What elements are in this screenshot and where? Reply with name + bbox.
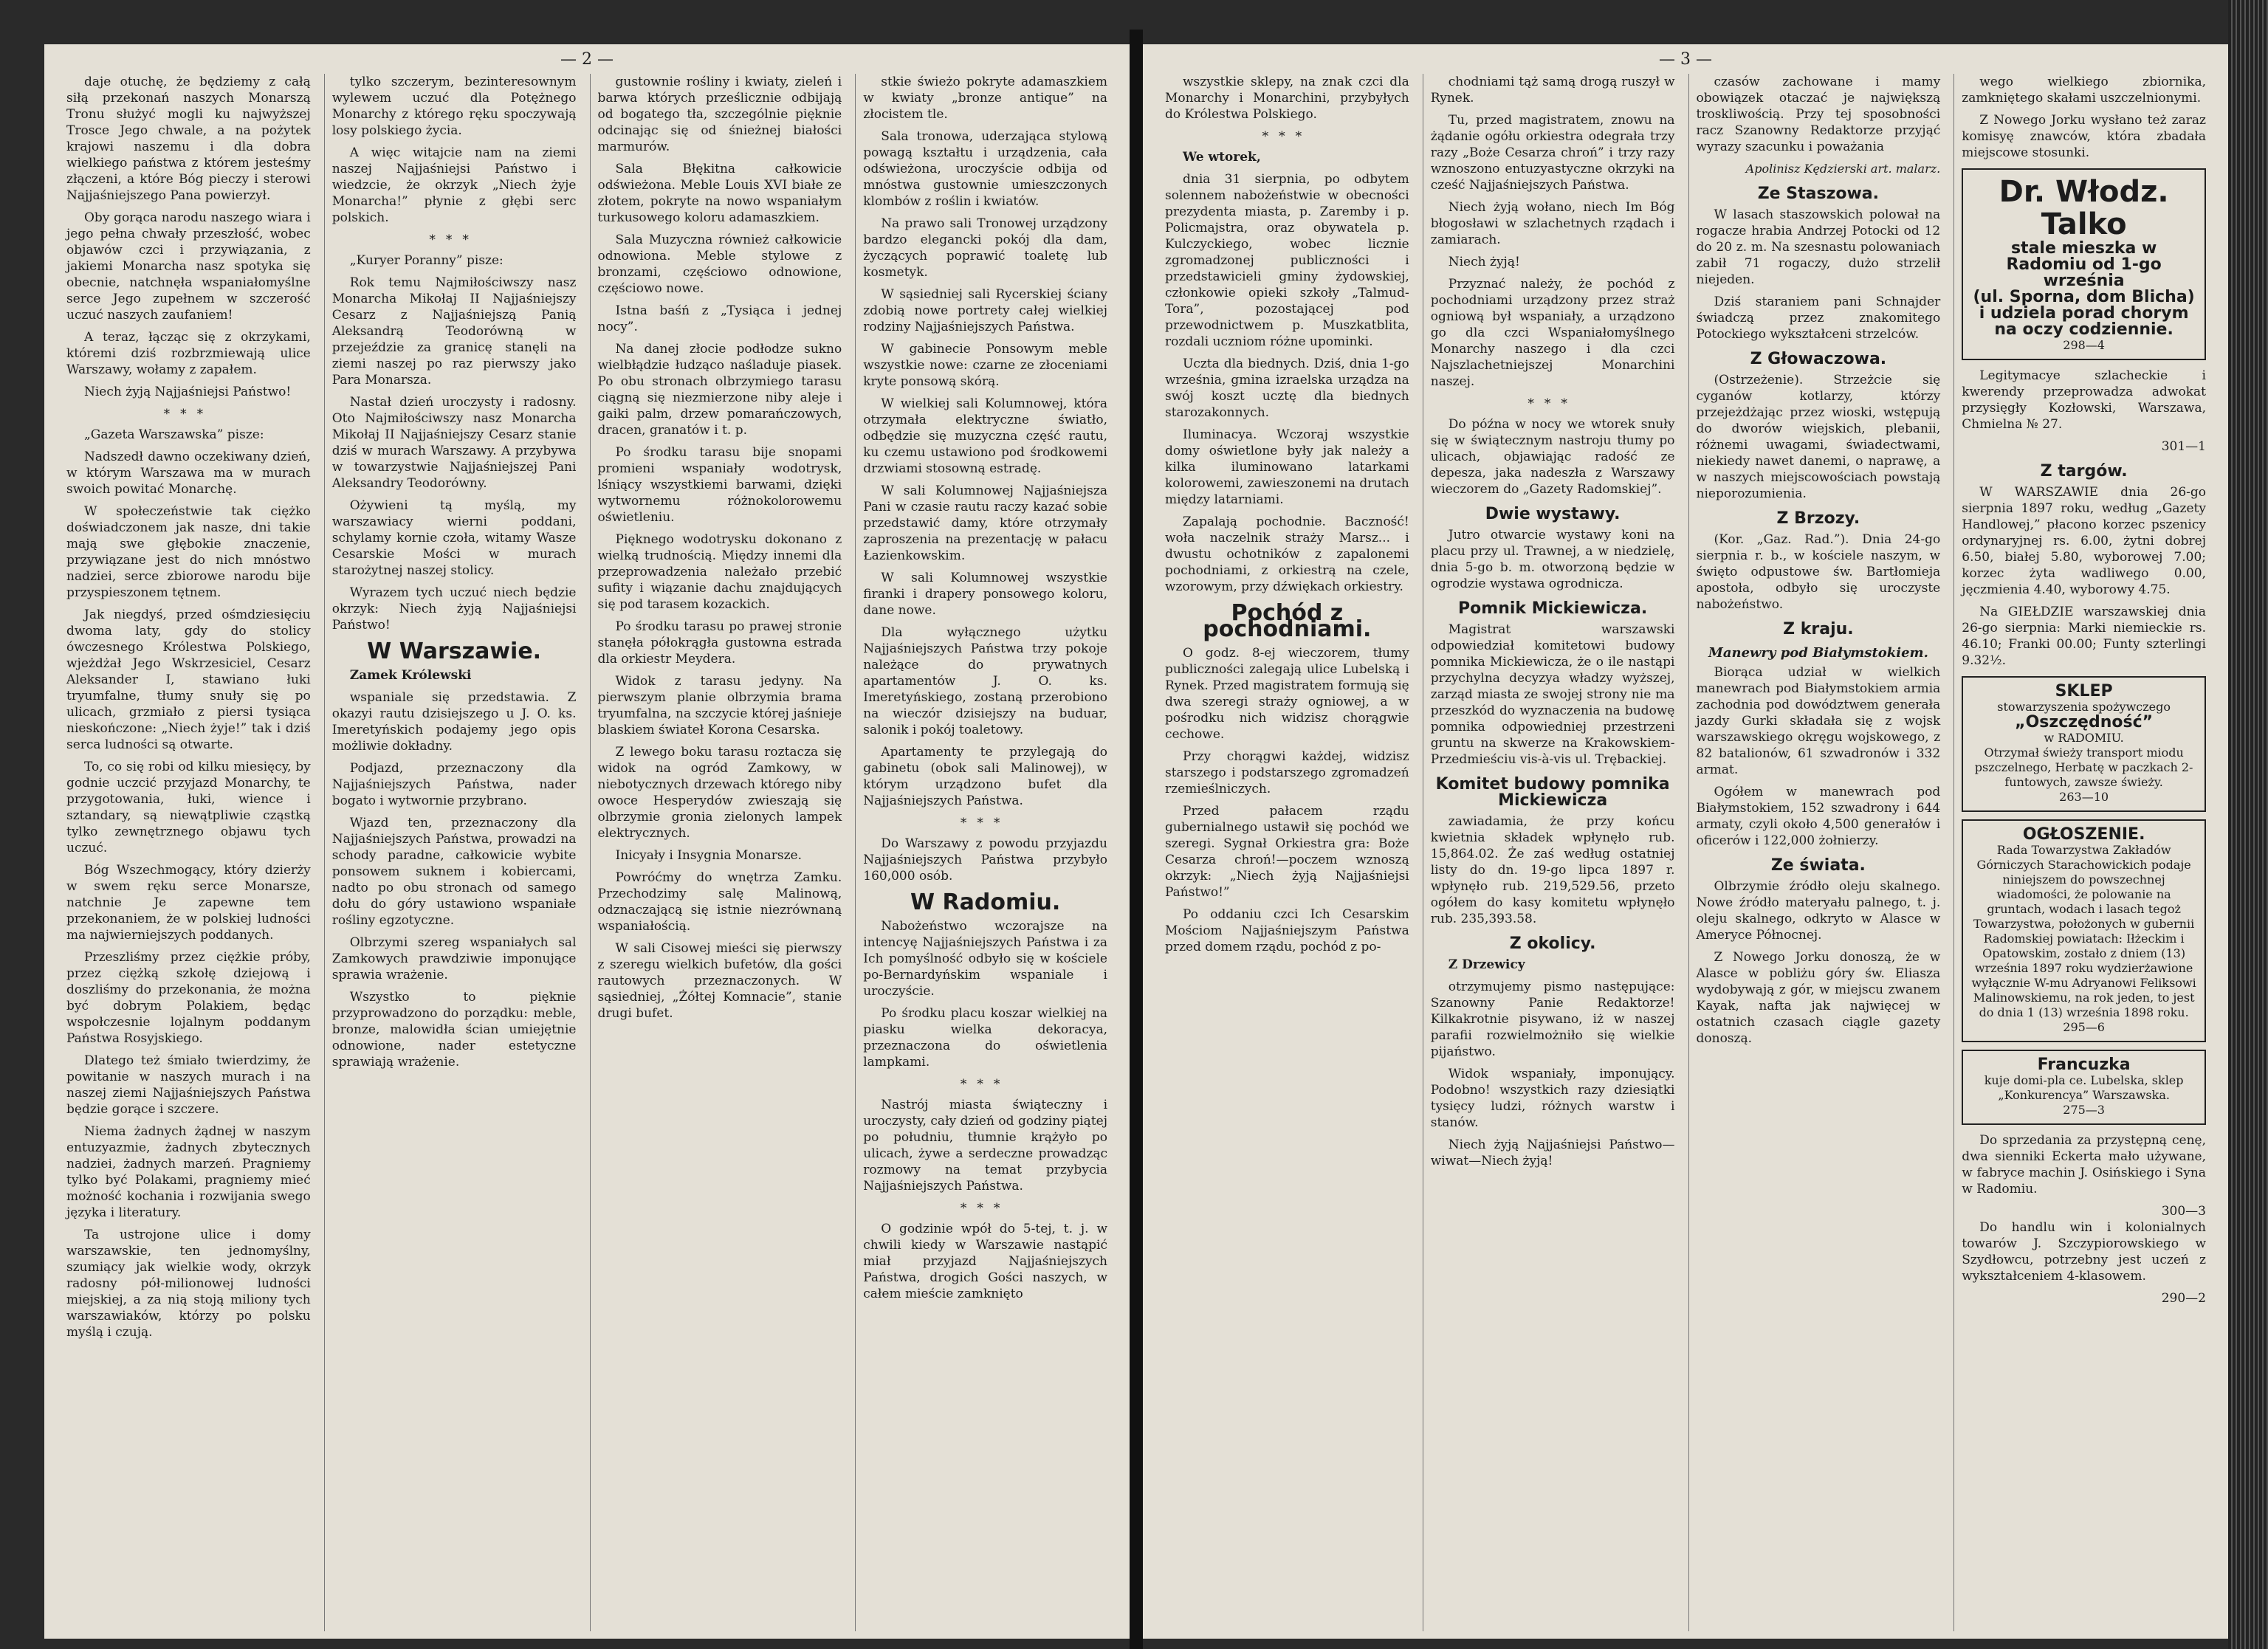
paragraph: stkie świeżo pokryte adamaszkiem w kwiaty „bronze antique” na złocistem tle. <box>863 75 1107 122</box>
paragraph: Przeszliśmy przez ciężkie próby, przez ciężką szkołę dziejową i doszliśmy do przekonania, że można być dobrym Polakiem, będąc wspołczesnie lojalnym poddanym Państwa Rosyjskiego. <box>66 950 311 1046</box>
paragraph: Zapalają pochodnie. Baczność! woła naczelnik straży Marsz... i dwustu ochotników z zapalonemi pochodniami, z orkiestrą na czele, wzorowym, przy dźwiękach orkiestry. <box>1165 514 1409 594</box>
paragraph: Jak niegdyś, przed ośmdziesięciu dwoma laty, gdy do stolicy ówczesnego Królestwa Polskiego, wjeżdżał Jego Wskrzesiciel, Cesarz Aleksander I, stawiano łuki tryumfalne, tłumy snuły się po ulicach, grzmiało z piersi tysiąca nieskończone: „Niech żyje!” tak i dziś serca ludności są otwarte. <box>66 607 311 752</box>
paragraph: Po środku tarasu bije snopami promieni wspaniały wodotrysk, lśniący wszystkiemi barwami, dzięki wytwornemu różnokolorowemu oświetleniu. <box>597 445 842 525</box>
section-heading: Z Głowaczowa. <box>1750 350 1887 368</box>
section-heading: W Radomiu. <box>910 889 1061 915</box>
ad-code: 275—3 <box>2063 1103 2105 1117</box>
paragraph: W gabinecie Ponsowym meble wszystkie nowe: czarne ze złoceniami kryte ponsową skórą. <box>863 342 1107 389</box>
paragraph: tylko szczerym, bezinteresownym wylewem uczuć dla Potężnego Monarchy z którego ręku spoczywają losy polskiego życia. <box>331 75 577 138</box>
section-heading: Pomnik Mickiewicza. <box>1458 599 1648 618</box>
ad-line: Otrzymał świeży transport miodu pszczelnego, Herbatę w paczkach 2-funtowych, zawsze świeży. <box>1974 746 2193 789</box>
column-1 <box>59 74 318 1631</box>
paragraph: Uczta dla biednych. Dziś, dnia 1-go września, gmina izraelska urządza na swój koszt ucztę dla biednych starozakonnych. <box>1165 357 1409 420</box>
paragraph: Do Warszawy z powodu przyjazdu Najjaśniejszych Państwa przybyło 160,000 osób. <box>863 836 1107 884</box>
paragraph: Bóg Wszechmogący, który dzierży w swem ręku serce Monarsze, natchnie Je zapewne tem przekonaniem, że w polskiej ludności ma najwierniejszych poddanych. <box>66 863 311 943</box>
paragraph: Do późna w nocy we wtorek snuły się w świątecznym nastroju tłumy po ulicach, objawiając radość ze depesza, jaka nadeszła z Warszawy wieczorem do „Gazety Radomskiej”. <box>1430 417 1675 497</box>
paragraph: Iluminacya. Wczoraj wszystkie domy oświetlone były jak należy a kilka iluminowano latarkami kolorowemi, zawieszonemi na drutach między latarniami. <box>1165 427 1409 507</box>
paragraph: Rok temu Najmiłościwszy nasz Monarcha Mikołaj II Najjaśniejszy Cesarz z Najjaśniejszą Panią Aleksandrą Teodorówną w przejeździe za granicę stanęli na ziemi naszej po raz pierwszy jako Para Monarsza. <box>331 275 577 388</box>
paragraph-lead <box>1431 957 1675 973</box>
market-report: W WARSZAWIE dnia 26-go sierpnia 1897 roku, według „Gazety Handlowej,” płacono korzec pszenicy ordynaryjnej rs. 6.00, żytni dobrej 6.50, białej 5.80, wyborowej 7.00; korzec żyta wadliwego 0.00, jęczmienia 4.40, wyborowy 4.75. <box>1962 485 2206 597</box>
lead-words: Z Drzewicy <box>1448 957 1525 972</box>
paragraph: Nastrój miasta świąteczny i uroczysty, cały dzień od godziny piątej po południu, tłumnie krążyło po ulicach, żywe a serdeczne prowadząc rozmowy na temat przybycia Najjaśniejszych Państwa. <box>863 1098 1107 1194</box>
section-divider: *** <box>1262 129 1313 144</box>
paragraph: O godzinie wpół do 5-tej, t. j. w chwili kiedy w Warszawie nastąpić miał przyjazd Najjaśniejszych Państwa, drogich Gości naszych, w całem mieście zamknięto <box>863 1222 1107 1301</box>
paragraph-lead <box>1165 149 1409 165</box>
ad-code: 298—4 <box>2063 338 2105 352</box>
paragraph: (Kor. „Gaz. Rad.”). Dnia 24-go sierpnia r. b., w kościele naszym, w święto odpustowe św. Bartłomieja apostoła, odbyło się uroczyste nabożeństwo. <box>1696 532 1941 612</box>
ad-code: 290—2 <box>2161 1291 2206 1306</box>
column-3 <box>1688 74 1948 1631</box>
signature-line: Apolinisz Kędzierski art. malarz. <box>1745 162 1941 176</box>
subheading: Manewry pod Białymstokiem. <box>1708 645 1928 661</box>
section-divider: *** <box>429 233 479 247</box>
quote-heading: „Gazeta Warszawska” pisze: <box>84 427 264 442</box>
paragraph: Sala tronowa, uderzająca stylową powagą kształtu i urządzenia, cała odświeżona, uroczyście odbija od mnóstwa gustownie umieszczonych klombów z roślin i kwiatów. <box>863 129 1107 209</box>
lead-words: We wtorek, <box>1183 150 1261 165</box>
paragraph: zawiadamia, że przy końcu kwietnia składek wpłynęło rub. 15,864.02. Że zaś według ostatniej listy do dn. 19-go lipca 1897 r. wpłynęło rub. 219,529.56, przeto ogółem do kasy komitetu wpłynęło rub. 235,393.58. <box>1430 814 1675 926</box>
newspaper-page-right <box>1143 44 2228 1639</box>
section-divider: *** <box>960 1077 1011 1092</box>
paragraph: chodniami tąż samą drogą ruszył w Rynek. <box>1430 75 1675 106</box>
ad-code: 295—6 <box>2063 1020 2105 1034</box>
paragraph: O godz. 8-ej wieczorem, tłumy publiczności zalegają ulice Lubelską i Rynek. Przed magistratem formują się dwa szeregi straży ogniowej, a w pośrodku nich widzisz chorągwie cechowe. <box>1165 646 1409 742</box>
section-heading: Z okolicy. <box>1509 934 1596 953</box>
paragraph: Wyrazem tych uczuć niech będzie okrzyk: Niech żyją Najjaśniejsi Państwo! <box>331 585 577 633</box>
book-gutter <box>1130 30 1143 1649</box>
quote-heading: „Kuryer Poranny” pisze: <box>349 253 504 268</box>
paragraph: Istna baśń z „Tysiąca i jednej nocy”. <box>597 303 842 334</box>
ad-body: kuje domi-pla ce. Lubelska, sklep „Konkurencya” Warszawska. <box>1984 1073 2184 1102</box>
paragraph: Niech żyją wołano, niech Im Bóg błogosławi w szlachetnych rządach i zamiarach. <box>1430 200 1675 247</box>
paragraph: otrzymujemy pismo następujące: Szanowny Panie Redaktorze! Kilkakrotnie pisywano, iż w naszej parafii rozwielmożniło się wielkie pijaństwo. <box>1430 980 1675 1059</box>
paragraph: Po środku placu koszar wielkiej na piasku wielka dekoracya, przeznaczona do oświetlenia lampkami. <box>863 1006 1107 1070</box>
section-divider: *** <box>1528 396 1578 411</box>
ad-code: 263—10 <box>2059 790 2109 804</box>
column-2 <box>1423 74 1683 1631</box>
paragraph: To, co się robi od kilku miesięcy, by godnie uczcić przyjazd Monarchy, te przygotowania, łuki, wience i sztandary, są niewątpliwie cząstką tylko zewnętrznego objawu tych uczuć. <box>66 760 311 856</box>
paragraph: Sala Błękitna całkowicie odświeżona. Meble Louis XVI białe ze złotem, pokryte na nowo wspaniałym turkusowego koloru adamaszkiem. <box>597 162 842 225</box>
section-heading: Ze świata. <box>1770 856 1866 875</box>
advertisement-doctor <box>1962 168 2206 360</box>
paragraph: Niech żyją! <box>1448 255 1520 269</box>
paragraph: czasów zachowane i mamy obowiązek otaczać je największą troskliwością. Przy tej sposobności racz Szanowny Redaktorze przyjąć wyrazy szacunku i poważania <box>1696 75 1941 154</box>
page-number: — 3 — <box>1659 50 1712 69</box>
paragraph: W sali Kolumnowej Najjaśniejsza Pani w czasie rautu raczy kazać sobie przedstawić damy, które otrzymały zaproszenia na prezentację w pałacu Łazienkowskim. <box>863 483 1107 563</box>
ad-title: „Oszczędność” <box>2015 713 2154 731</box>
advertisement-shop <box>1962 676 2206 812</box>
section-heading: Z targów. <box>2040 462 2128 481</box>
paragraph: daje otuchę, że będziemy z całą siłą przekonań naszych Monarszą Tronu służyć mogli ku najwyższej Trosce Jego chwale, a na pożytek krajowi naszemu i dla dobra wielkiego państwa z którem jesteśmy złączeni, a które Bóg pieczy i sterowi Najjaśniejszego Pana powierzył. <box>66 75 311 203</box>
paragraph: W sąsiedniej sali Rycerskiej ściany zdobią nowe portrety całej wielkiej rodziny Najjaśniejszych Państwa. <box>863 287 1107 334</box>
column-4 <box>855 74 1115 1631</box>
paragraph: Dlatego też śmiało twierdzimy, że powitanie w naszych murach i na naszej ziemi Najjaśniejszych Państwa będzie gorące i szczere. <box>66 1053 311 1117</box>
paragraph: (Ostrzeżenie). Strzeżcie się cyganów kotlarzy, którzy przejeżdżając przez wioski, wstępują do dworów wiejskich, plebanii, różnemi uwagami, świadectwami, niekiedy nawet danemi, o naprawę, a w naszych miejscowościach powstają nieporozumienia. <box>1696 373 1941 501</box>
paragraph: gustownie rośliny i kwiaty, zieleń i barwa których prześlicznie odbijają od bogatego tła, szczególnie pięknie odcinając się od śnieżnej białości marmurów. <box>597 75 842 154</box>
ad-line: stale mieszka w Radomiu od 1-go września <box>2006 239 2162 290</box>
paragraph: Podjazd, przeznaczony dla Najjaśniejszych Państwa, nader bogato i wytwornie przybrano. <box>331 761 577 808</box>
paragraph: Nastał dzień uroczysty i radosny. Oto Najmiłościwszy nasz Monarcha Mikołaj II Najjaśniejszy Cesarz stanie dziś w murach Warszawy. A przybywa w towarzystwie Najjaśniejszej Pani Aleksandry Teodorówny. <box>331 395 577 491</box>
paragraph: Sala Muzyczna również całkowicie odnowiona. Meble stylowe z bronzami, częściowo odnowione, częściowo nowe. <box>597 233 842 296</box>
paragraph: Jutro otwarcie wystawy koni na placu przy ul. Trawnej, a w niedzielę, dnia 5-go b. m. otworzoną będzie w ogrodzie wystawa ogrodnicza. <box>1430 528 1675 591</box>
section-divider: *** <box>960 816 1011 830</box>
ad-line: (ul. Sporna, dom Blicha) <box>1973 288 2195 306</box>
paragraph: Wszystko to pięknie przyprowadzono do porządku: meble, bronze, malowidła ścian umiejętnie odnowione, nader estetyczne sprawiają wrażenie. <box>331 990 577 1070</box>
ad-text: Do handlu win i kolonialnych towarów J. Szczypiorowskiego w Szydłowcu, potrzebny jest uczeń z wykształceniem 4-klasowem. <box>1962 1220 2206 1284</box>
ad-code: 300—3 <box>2161 1204 2206 1219</box>
paragraph: Pięknego wodotrysku dokonano z wielką trudnością. Między innemi dla przeprowadzenia należało przebić sufity i wiązanie dachu znajdujących się pod tarasem kozackich. <box>597 532 842 612</box>
paragraph: Nabożeństwo wczorajsze na intencyę Najjaśniejszych Państwa i za Ich pomyślność odbyło się w kościele po-Bernardyńskim wspaniale i uroczyście. <box>863 919 1107 999</box>
paragraph: Tu, przed magistratem, znowu na żądanie ogółu orkiestra odegrała trzy razy „Boże Cesarza chroń” i trzy razy wznoszono entuzyastyczne okrzyki na cześć Najjaśniejszych Państwa. <box>1430 113 1675 193</box>
paragraph: Inicyały i Insygnia Monarsze. <box>615 848 803 863</box>
newspaper-page-left <box>44 44 1130 1639</box>
section-divider: *** <box>163 407 214 421</box>
paragraph: Niech żyją Najjaśniejsi Państwo! <box>84 385 292 399</box>
paragraph: Widok wspaniały, imponujący. Podobno! wszystkich razy dziesiątki tysięcy ludzi, różnych warstw i stanów. <box>1430 1067 1675 1130</box>
paragraph: Dla wyłącznego użytku Najjaśniejszych Państwa trzy pokoje należące do prywatnych apartamentów J. O. ks. Imeretyńskiego, zostaną przerobiono na wieczór dzisiejszy na buduar, salonik i pokój toaletowy. <box>863 625 1107 737</box>
ad-line: stowarzyszenia spożywczego <box>1997 700 2171 714</box>
ad-line: i udziela porad chorym na oczy codziennie. <box>1979 304 2189 339</box>
ad-text: Legitymacye szlacheckie i kwerendy przeprowadza adwokat przysięgły Kozłowski, Warszawa, Chmielna № 27. <box>1962 368 2206 432</box>
advertisement-french <box>1962 1050 2206 1125</box>
paragraph: Magistrat warszawski odpowiedział komitetowi budowy pomnika Mickiewicza, że o ile nastąpi przychylna decyzya władzy wyższej, zarząd miasta ze swojej strony nie ma przeszkód do wyznaczenia na budowę pomnika odpowiedniej przestrzeni gruntu na skwerze na Krakowskiem-Przedmieściu vis-à-vis ul. Trębackiej. <box>1430 622 1675 767</box>
paragraph: Widok z tarasu jedyny. Na pierwszym planie olbrzymia brama tryumfalna, na szczycie której jaśnieje blaskiem świateł Korona Cesarska. <box>597 674 842 737</box>
column-1 <box>1158 74 1417 1631</box>
paragraph: A teraz, łącząc się z okrzykami, któremi dziś rozbrzmiewają ulice Warszawy, wołamy z zapałem. <box>66 330 311 377</box>
paragraph: W społeczeństwie tak ciężko doświadczonem jak nasze, dni takie mają swe głębokie znaczenie, przywiązane jest do nich mnóstwo nadziei, serce zbiorowe narodu bije przyspieszonem tętnem. <box>66 504 311 600</box>
paragraph: W sali Kolumnowej wszystkie firanki i drapery ponsowego koloru, dane nowe. <box>863 571 1107 618</box>
section-heading: Dwie wystawy. <box>1485 505 1621 523</box>
paragraph: Przed pałacem rządu gubernialnego ustawił się pochód we szeregi. Sygnał Orkiestra gra: Boże Cesarza chroń!—poczem wznoszą okrzyk: „Niech żyją Najjaśniejsi Państwo!” <box>1165 804 1409 900</box>
paragraph: Przy chorągwi każdej, widzisz starszego i podstarszego zgromadzeń rzemieślniczych. <box>1165 749 1409 796</box>
page-columns <box>59 74 1115 1631</box>
paragraph: Niech żyją Najjaśniejsi Państwo—wiwat—Niech żyją! <box>1430 1137 1675 1168</box>
paragraph: dnia 31 sierpnia, po odbytem solennem nabożeństwie w obecności prezydenta miasta, p. Zaremby i p. Policmajstra, oraz obywatela p. Kulczyckiego, wobec licznie zgromadzonej publiczności i przedstawicieli gminy żydowskiej, członkowie opieki szkoły „Talmud-Tora”, pozostającej pod przewodnictwem p. Muszkatblita, rozdali uczniom różne upominki. <box>1165 172 1409 349</box>
paragraph: Z Nowego Jorku wysłano też zaraz komisyę znawców, która zbadała miejscowe stosunki. <box>1962 113 2206 160</box>
paragraph: Ta ustrojone ulice i domy warszawskie, ten jednomyślny, szumiący jak wielkie wody, okrzyk radosny pół-milionowej ludności miejskiej, a za nią stoją miliony tych warszawiaków, którzy po polsku myślą i czują. <box>66 1228 311 1340</box>
ad-title: OGŁOSZENIE. <box>2022 825 2145 844</box>
market-report: Na GIEŁDZIE warszawskiej dnia 26-go sierpnia: Marki niemieckie rs. 46.10; Franki 00.00; Funty szterlingi 9.32½. <box>1962 605 2206 668</box>
paragraph: Z Nowego Jorku donoszą, że w Alasce w pobliżu góry św. Eliasza wydobywają z gór, w miejscu zwanem Kayak, nafta jak najwięcej w ostatnich czasach ciągle gazety donoszą. <box>1696 950 1941 1046</box>
advertisement-notice <box>1962 819 2206 1042</box>
paragraph: W wielkiej sali Kolumnowej, która otrzymała elektryczne światło, odbędzie się muzyczna część rautu, ku czemu ustawiono pod środkowemi drzwiami stosowną estradę. <box>863 396 1107 476</box>
paragraph: wego wielkiego zbiornika, zamkniętego skałami uszczelnionymi. <box>1962 75 2206 106</box>
paragraph: Na prawo sali Tronowej urządzony bardzo elegancki pokój dla dam, życzących poprawić toaletę lub kosmetyk. <box>863 216 1107 280</box>
paragraph: Olbrzymie źródło oleju skalnego. Nowe źródło materyału palnego, t. j. oleju skalnego, odkryto w Alasce w Ameryce Północnej. <box>1696 879 1941 943</box>
paragraph: Ożywieni tą myślą, my warszawiacy wierni poddani, schylamy kornie czoła, witamy Wasze Cesarskie Mości w murach starożytnej naszej stolicy. <box>331 498 577 578</box>
paragraph: W lasach staszowskich polował na rogacze hrabia Andrzej Potocki od 12 do 20 z. m. Na szesnastu polowaniach zabił 71 rogaczy, dużo strzelił niejeden. <box>1696 207 1941 287</box>
paragraph-lead <box>332 667 577 684</box>
paragraph: Po oddaniu czci Ich Cesarskim Mościom Najjaśniejszym Państwa przed domem rządu, pochód z po- <box>1165 907 1409 954</box>
section-heading: Ze Staszowa. <box>1757 185 1880 203</box>
paragraph: Przyznać należy, że pochód z pochodniami urządzony przez straż ogniową był wspaniały, a urządzono go dla czci Wspaniałomyślnego Monarchy naszego i dla czci Najszlachetniejszej Monarchini naszej. <box>1430 277 1675 389</box>
section-heading: Z Brzozy. <box>1776 509 1860 528</box>
section-divider: *** <box>960 1201 1011 1216</box>
paragraph: A więc witajcie nam na ziemi naszej Najjaśniejsi Państwo i wiedzcie, że okrzyk „Niech żyje Monarcha!” płynie z głębi serc polskich. <box>331 145 577 225</box>
page-columns <box>1158 74 2213 1631</box>
paragraph: W sali Cisowej mieści się pierwszy z szeregu wielkich bufetów, dla gości rautowych przeznaczonych. W sąsiedniej, „Żółtej Komnacie”, stanie drugi bufet. <box>597 941 842 1021</box>
section-heading: Pochód z pochodniami. <box>1203 600 1372 642</box>
paragraph: Oby gorąca narodu naszego wiara i jego pełna chwały przeszłość, wobec objawów czci i przywiązania, z jakiemi Monarcha nasz spotyka się obecnie, natchnęła wspaniałomyślne serce Jego zupełnem w szczerość uczuć naszych zaufaniem! <box>66 210 311 323</box>
book-binding-edge <box>2228 0 2268 1649</box>
section-heading: W Warszawie. <box>367 638 542 664</box>
paragraph: wszystkie sklepy, na znak czci dla Monarchy i Monarchini, przybyłych do Królestwa Polskiego. <box>1165 75 1409 122</box>
page-number: — 2 — <box>560 50 614 69</box>
ad-text: Do sprzedania za przystępną cenę, dwa sienniki Eckerta mało używane, w fabryce machin J. Osińskiego i Syna w Radomiu. <box>1962 1133 2206 1197</box>
ad-body: Rada Towarzystwa Zakładów Górniczych Starachowickich podaje niniejszem do powszechnej wiadomości, że polowanie na gruntach, wodach i lasach tegoż Towarzystwa, położonych w gubernii Radomskiej powiatach: Iłżeckim i Opatowskim, zostało z dniem (13) września 1897 roku wydzierżawione wyłącznie W-mu Adryanowi Feliksowi Malinowskiemu, na rok jeden, to jest do dnia 1 (13) września 1898 roku. <box>1971 843 2196 1019</box>
ad-title: Dr. Włodz. Talko <box>1999 175 2169 241</box>
section-heading: Komitet budowy pomnika Mickiewicza <box>1435 775 1670 810</box>
paragraph: wspaniale się przedstawia. Z okazyi rautu dzisiejszego u J. O. ks. Imeretyńskich podajemy jego opis możliwie dokładny. <box>331 690 577 754</box>
paragraph: Dziś staraniem pani Schnajder świadczą przez znakomitego Potockiego wykształceni strzelców. <box>1696 295 1941 342</box>
paragraph: Nadszedł dawno oczekiwany dzień, w którym Warszawa ma w murach swoich powitać Monarchę. <box>66 450 311 497</box>
paragraph: Olbrzymi szereg wspaniałych sal Zamkowych prawdziwie imponujące sprawia wrażenie. <box>331 935 577 982</box>
paragraph: Wjazd ten, przeznaczony dla Najjaśniejszych Państwa, prowadzi na schody paradne, całkowicie wybite ponsowem suknem i kobiercami, nadto po obu stronach od samego dołu do góry ustawiono wspaniałe rośliny egzotyczne. <box>331 816 577 928</box>
lead-words: Zamek Królewski <box>349 668 472 683</box>
paragraph: Apartamenty te przylegają do gabinetu (obok sali Malinowej), w którym urządzono bufet dla Najjaśniejszych Państwa. <box>863 745 1107 808</box>
paragraph: Powróćmy do wnętrza Zamku. Przechodzimy salę Malinową, odznaczającą się istnie niezrównaną wspaniałością. <box>597 870 842 934</box>
ad-line: SKLEP <box>2055 682 2113 700</box>
section-heading: Z kraju. <box>1783 620 1854 638</box>
column-2 <box>324 74 584 1631</box>
column-3 <box>590 74 850 1631</box>
paragraph: Na danej złocie podłodze sukno wielbłądzie łudząco naśladuje piasek. Po obu stronach olbrzymiego tarasu ciągną się niezmierzone niby aleje i gaiki palm, drzew pomarańczowych, dracen, granatów i t. p. <box>597 342 842 438</box>
ad-title: Francuzka <box>2037 1056 2131 1074</box>
ad-code: 301—1 <box>2161 439 2206 454</box>
ad-line: w RADOMIU. <box>2044 731 2124 745</box>
paragraph: Po środku tarasu po prawej stronie stanęła półokrągła gustowna estrada dla orkiestr Meydera. <box>597 619 842 667</box>
paragraph: Ogółem w manewrach pod Białymstokiem, 152 szwadrony i 644 armaty, czyli około 4,500 generałów i oficerów i 122,000 żołnierzy. <box>1696 785 1941 848</box>
paragraph: Z lewego boku tarasu roztacza się widok na ogród Zamkowy, w niebotycznych drzewach którego niby owoce Hesperydów zwieszają się olbrzymie gronia zielonych lampek elektrycznych. <box>597 745 842 841</box>
column-4-ads <box>1953 74 2213 1631</box>
paragraph: Niema żadnych żądnej w naszym entuzyazmie, żadnych zbytecznych nadziei, żadnych marzeń. Pragniemy tylko być Polakami, pragniemy mieć możność kochania i rozwijania swego języka i literatury. <box>66 1124 311 1220</box>
paragraph: Biorąca udział w wielkich manewrach pod Białymstokiem armia zachodnia pod dowództwem generała jazdy Gurki składała się z wojsk warszawskiego okręgu wojskowego, z 82 batalionów, 61 szwadronów i 332 armat. <box>1696 665 1941 777</box>
